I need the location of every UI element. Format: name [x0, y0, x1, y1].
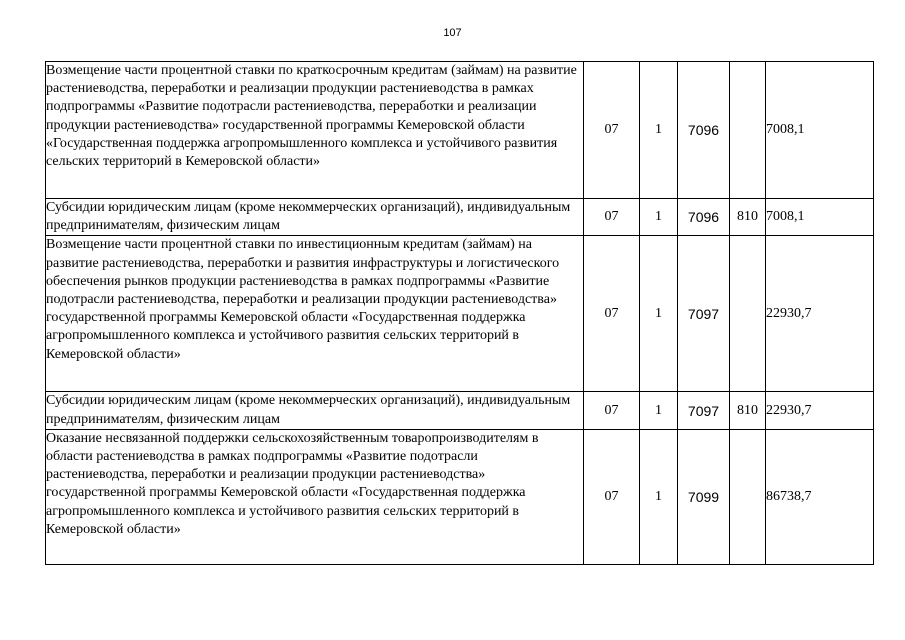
row-description: Возмещение части процентной ставки по краткосрочным кредитам (займам) на развитие растениеводства, переработки и реализации продукции растениеводства в рамках подпрограммы «Развитие подотрасли растениеводства, переработки и реализации продукции растениеводства» государственной программы Кемеровской области «Государственная поддержка агропромышленного комплекса и устойчивого развития сельских территорий в Кемеровской области»: [46, 62, 584, 199]
expense-type-code: 810: [730, 199, 766, 236]
target-code: 7096: [678, 62, 730, 199]
table-row: [46, 392, 874, 429]
page-number: 107: [443, 27, 462, 39]
table-row: [46, 199, 874, 236]
row-description: Оказание несвязанной поддержки сельскохозяйственным товаропроизводителям в области растениеводства в рамках подпрограммы «Развитие подотрасли растениеводства, переработки и реализации продукции растениеводства» государственной программы Кемеровской области «Государственная поддержка агропромышленного комплекса и устойчивого развития сельских территорий в Кемеровской области»: [46, 429, 584, 564]
table-row: [46, 429, 874, 564]
section-code: 07: [584, 392, 640, 429]
expense-type-code: 810: [730, 392, 766, 429]
section-code: 07: [584, 62, 640, 199]
expense-type-code: [730, 62, 766, 199]
expense-type-code: [730, 429, 766, 564]
expense-type-code: [730, 236, 766, 392]
amount: 7008,1: [766, 199, 874, 236]
table-row: [46, 62, 874, 199]
amount: 86738,7: [766, 429, 874, 564]
subsection-code: 1: [640, 199, 678, 236]
subsection-code: 1: [640, 62, 678, 199]
section-code: 07: [584, 199, 640, 236]
amount: 22930,7: [766, 236, 874, 392]
section-code: 07: [584, 236, 640, 392]
subsection-code: 1: [640, 236, 678, 392]
target-code: 7097: [678, 236, 730, 392]
amount: 7008,1: [766, 62, 874, 199]
section-code: 07: [584, 429, 640, 564]
subsection-code: 1: [640, 429, 678, 564]
row-description: Возмещение части процентной ставки по инвестиционным кредитам (займам) на развитие растениеводства, переработки и развития инфраструктуры и логистического обеспечения рынков продукции растениеводства в рамках подпрограммы «Развитие подотрасли растениеводства, переработки и реализации продукции растениеводства» государственной программы Кемеровской области «Государственная поддержка агропромышленного комплекса и устойчивого развития сельских территорий в Кемеровской области»: [46, 236, 584, 392]
row-description: Субсидии юридическим лицам (кроме некоммерческих организаций), индивидуальным предпринимателям, физическим лицам: [46, 392, 584, 429]
target-code: 7099: [678, 429, 730, 564]
subsection-code: 1: [640, 392, 678, 429]
target-code: 7096: [678, 199, 730, 236]
budget-table: [45, 61, 874, 565]
row-description: Субсидии юридическим лицам (кроме некоммерческих организаций), индивидуальным предпринимателям, физическим лицам: [46, 199, 584, 236]
amount: 22930,7: [766, 392, 874, 429]
target-code: 7097: [678, 392, 730, 429]
table-row: [46, 236, 874, 392]
